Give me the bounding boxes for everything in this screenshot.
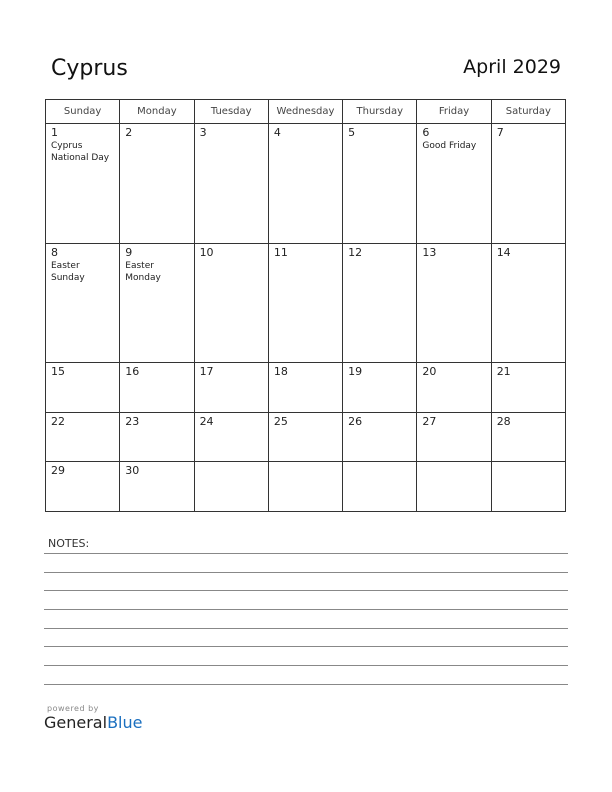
calendar-day-cell xyxy=(491,124,565,244)
weekday-header: Friday xyxy=(417,100,491,124)
brand-name-part1: General xyxy=(44,713,108,732)
day-number: 22 xyxy=(51,414,65,428)
day-number: 2 xyxy=(125,126,133,139)
day-number: 1 xyxy=(51,126,58,139)
day-number: 25 xyxy=(273,414,288,428)
note-line xyxy=(44,553,568,554)
day-number: 10 xyxy=(199,245,214,259)
day-number: 9 xyxy=(125,245,133,259)
powered-by-label: powered by xyxy=(47,704,99,713)
day-number: 13 xyxy=(422,245,437,259)
note-line xyxy=(44,684,568,685)
calendar-day-cell xyxy=(268,363,342,413)
day-number: 21 xyxy=(496,365,511,379)
calendar-day-cell xyxy=(417,412,491,462)
calendar-month-title: April 2029 xyxy=(463,56,561,78)
calendar-day-cell xyxy=(268,412,342,462)
brand-name xyxy=(44,713,142,732)
note-line xyxy=(44,646,568,647)
calendar-day-cell xyxy=(120,462,194,512)
day-number: 16 xyxy=(125,365,140,379)
day-number: 27 xyxy=(422,414,437,428)
calendar-day-cell xyxy=(194,363,268,413)
calendar-grid xyxy=(45,99,566,512)
calendar-day-cell xyxy=(417,363,491,413)
day-number: 7 xyxy=(496,126,504,139)
calendar-day-cell xyxy=(194,124,268,244)
day-number: 12 xyxy=(348,245,363,259)
note-line xyxy=(44,572,568,573)
calendar-day-cell xyxy=(491,363,565,413)
calendar-day-cell xyxy=(491,243,565,363)
day-number: 28 xyxy=(496,414,511,428)
day-number: 4 xyxy=(273,126,281,139)
weekday-header: Sunday xyxy=(46,100,120,124)
day-number: 11 xyxy=(273,245,288,259)
day-number: 8 xyxy=(51,245,58,259)
calendar-day-cell xyxy=(417,124,491,244)
day-number: 20 xyxy=(422,365,437,379)
note-line xyxy=(44,609,568,610)
calendar-day-cell xyxy=(194,462,268,512)
calendar-day-cell xyxy=(46,363,120,413)
calendar-day-cell xyxy=(120,363,194,413)
calendar-day-cell xyxy=(343,412,417,462)
day-number: 24 xyxy=(199,414,214,428)
calendar-week-row xyxy=(46,412,566,462)
holiday-label: Cyprus National Day xyxy=(51,141,110,163)
holiday-label: Good Friday xyxy=(422,141,477,151)
calendar-day-cell xyxy=(491,412,565,462)
holiday-label: Easter Monday xyxy=(125,260,161,283)
day-number: 6 xyxy=(422,126,430,139)
day-number: 3 xyxy=(199,126,207,139)
calendar-day-cell xyxy=(120,124,194,244)
calendar-day-cell xyxy=(46,412,120,462)
calendar-body xyxy=(46,124,566,512)
day-number: 15 xyxy=(51,365,65,379)
calendar-day-cell xyxy=(120,412,194,462)
calendar-day-cell xyxy=(417,462,491,512)
calendar-day-cell xyxy=(491,462,565,512)
calendar-day-cell xyxy=(46,243,120,363)
day-number: 30 xyxy=(125,464,140,478)
calendar-week-row xyxy=(46,462,566,512)
calendar-week-row xyxy=(46,124,566,244)
day-number: 19 xyxy=(348,365,363,379)
weekday-header-row xyxy=(46,100,566,124)
calendar-day-cell xyxy=(46,124,120,244)
note-line xyxy=(44,590,568,591)
calendar-day-cell xyxy=(343,462,417,512)
calendar-week-row xyxy=(46,243,566,363)
weekday-header: Tuesday xyxy=(194,100,268,124)
day-number: 5 xyxy=(348,126,356,139)
calendar-country-title: Cyprus xyxy=(51,56,128,81)
weekday-header: Thursday xyxy=(343,100,417,124)
calendar-day-cell xyxy=(268,462,342,512)
brand-logo xyxy=(44,704,142,732)
calendar-week-row xyxy=(46,363,566,413)
day-number: 17 xyxy=(199,365,214,379)
day-number: 29 xyxy=(51,464,65,478)
calendar-day-cell xyxy=(46,462,120,512)
calendar-day-cell xyxy=(343,243,417,363)
calendar-day-cell xyxy=(194,412,268,462)
weekday-header: Saturday xyxy=(491,100,565,124)
calendar-day-cell xyxy=(268,124,342,244)
calendar-day-cell xyxy=(343,124,417,244)
calendar-day-cell xyxy=(417,243,491,363)
holiday-label: Easter Sunday xyxy=(51,260,85,283)
day-number: 23 xyxy=(125,414,140,428)
brand-name-part2: Blue xyxy=(107,713,143,732)
calendar-day-cell xyxy=(343,363,417,413)
calendar-day-cell xyxy=(194,243,268,363)
notes-label: NOTES: xyxy=(48,537,90,550)
day-number: 26 xyxy=(348,414,363,428)
weekday-header: Monday xyxy=(120,100,194,124)
note-line xyxy=(44,665,568,666)
day-number: 18 xyxy=(273,365,288,379)
day-number: 14 xyxy=(496,245,511,259)
weekday-header: Wednesday xyxy=(268,100,342,124)
calendar-day-cell xyxy=(268,243,342,363)
note-line xyxy=(44,628,568,629)
calendar-day-cell xyxy=(120,243,194,363)
